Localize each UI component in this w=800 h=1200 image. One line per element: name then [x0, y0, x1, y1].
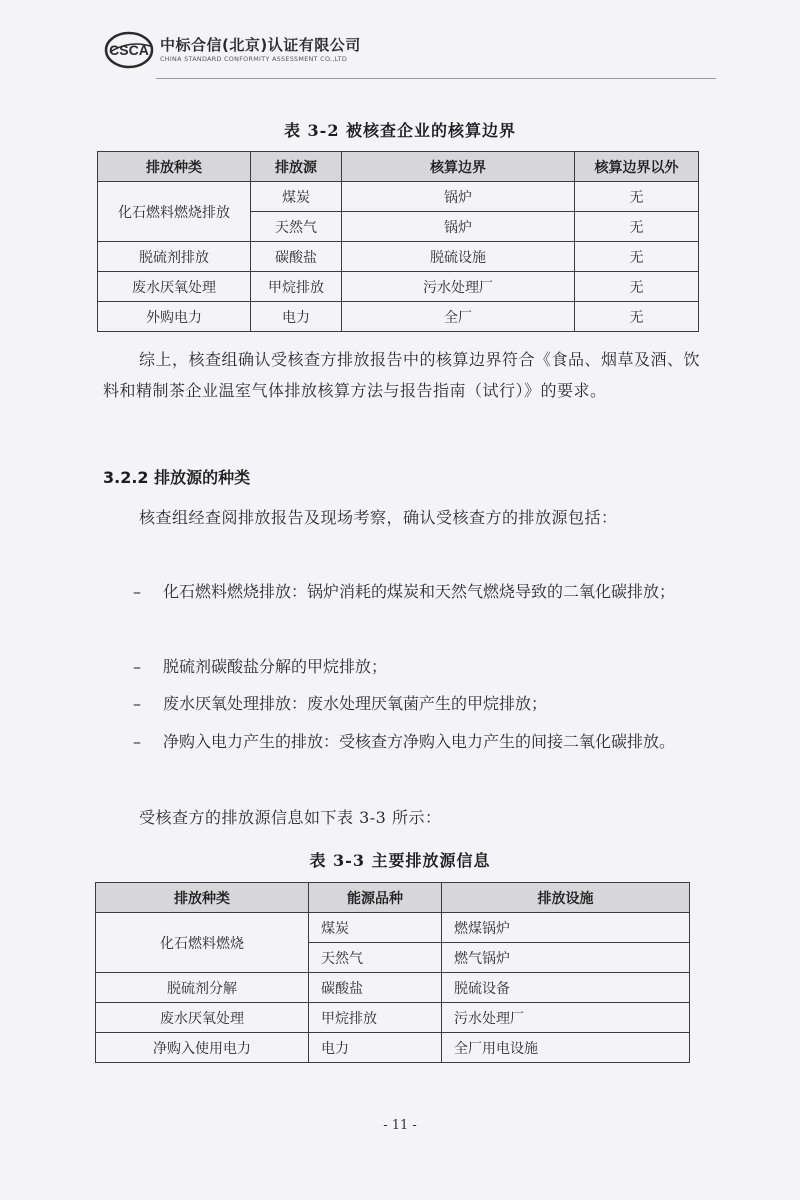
company-name-en: CHINA STANDARD CONFORMITY ASSESSMENT CO.,LTD: [160, 55, 348, 63]
table-cell: 无: [575, 272, 699, 302]
table-cell: 无: [575, 242, 699, 272]
header-divider: [156, 78, 716, 79]
table-cell: 燃气锅炉: [442, 943, 690, 973]
table-cell: 废水厌氧处理: [98, 272, 251, 302]
table-cell: 污水处理厂: [342, 272, 575, 302]
table-cell: 电力: [309, 1033, 442, 1063]
table-row: [98, 182, 699, 212]
list-item: [133, 648, 703, 686]
dash-icon: –: [133, 582, 141, 601]
csca-logo-icon: [104, 30, 154, 70]
table-cell: 脱硫设施: [342, 242, 575, 272]
section-heading: [103, 465, 250, 488]
list-item-text: 净购入电力产生的排放：受核查方净购入电力产生的间接二氧化碳排放。: [163, 732, 676, 751]
table-row: [98, 302, 699, 332]
table-cell: 锅炉: [342, 182, 575, 212]
column-header: 核算边界: [342, 152, 575, 182]
section-number: 3.2.2: [103, 468, 149, 487]
table-cell: 脱硫剂排放: [98, 242, 251, 272]
page-header: [104, 28, 744, 72]
list-item-text: 废水厌氧处理排放：废水处理厌氧菌产生的甲烷排放；: [163, 694, 548, 713]
table-cell: 脱硫设备: [442, 973, 690, 1003]
table-cell: 全厂用电设施: [442, 1033, 690, 1063]
table-cell: 脱硫剂分解: [96, 973, 309, 1003]
table-cell: 天然气: [309, 943, 442, 973]
column-header: 能源品种: [309, 883, 442, 913]
table-cell: 煤炭: [251, 182, 342, 212]
page-number: - 11 -: [383, 1118, 417, 1133]
table-cell: 无: [575, 302, 699, 332]
table-cell: 化石燃料燃烧: [96, 913, 309, 973]
column-header: 核算边界以外: [575, 152, 699, 182]
company-name-cn: 中标合信(北京)认证有限公司: [160, 36, 361, 54]
table-cell: 锅炉: [342, 212, 575, 242]
table-3-2-caption: 表 3-2 被核查企业的核算边界: [283, 121, 517, 140]
table-row: [96, 913, 690, 943]
column-header: 排放设施: [442, 883, 690, 913]
table-cell: 污水处理厂: [442, 1003, 690, 1033]
table-row: [96, 1033, 690, 1063]
table-row: [96, 1003, 690, 1033]
table-cell: 燃煤锅炉: [442, 913, 690, 943]
table-cell: 碳酸盐: [251, 242, 342, 272]
table-cell: 碳酸盐: [309, 973, 442, 1003]
column-header: 排放源: [251, 152, 342, 182]
list-item-text: 化石燃料燃烧排放：锅炉消耗的煤炭和天然气燃烧导致的二氧化碳排放；: [163, 582, 676, 601]
table-row: [96, 973, 690, 1003]
emission-source-table: [95, 882, 690, 1063]
table-cell: 甲烷排放: [251, 272, 342, 302]
table-cell: 净购入使用电力: [96, 1033, 309, 1063]
intro-paragraph: [103, 502, 703, 533]
table-cell: 化石燃料燃烧排放: [98, 182, 251, 242]
table-cell: 外购电力: [98, 302, 251, 332]
dash-icon: –: [133, 732, 141, 751]
table-cell: 无: [575, 212, 699, 242]
table-cell: 全厂: [342, 302, 575, 332]
table-cell: 煤炭: [309, 913, 442, 943]
table-header-row: [96, 883, 690, 913]
table-cell: 无: [575, 182, 699, 212]
table-row: [98, 242, 699, 272]
table-header-row: [98, 152, 699, 182]
table-cell: 电力: [251, 302, 342, 332]
column-header: 排放种类: [96, 883, 309, 913]
list-item: [133, 723, 703, 761]
logo-text: CSCA: [109, 42, 149, 58]
column-header: 排放种类: [98, 152, 251, 182]
table-lead-in: 受核查方的排放源信息如下表 3-3 所示：: [139, 808, 442, 827]
accounting-boundary-table: [97, 151, 699, 332]
summary-text: 综上，核查组确认受核查方排放报告中的核算边界符合《食品、烟草及酒、饮料和精制茶企业温室气体排放核算方法与报告指南（试行）》的要求。: [103, 350, 701, 400]
list-item: [133, 573, 703, 611]
table-3-3-caption: 表 3-3 主要排放源信息: [309, 851, 491, 870]
intro-text: 核查组经查阅排放报告及现场考察，确认受核查方的排放源包括：: [139, 508, 618, 527]
dash-icon: –: [133, 657, 141, 676]
table-cell: 天然气: [251, 212, 342, 242]
list-item: [133, 685, 703, 723]
section-title: 排放源的种类: [154, 468, 251, 487]
list-item-text: 脱硫剂碳酸盐分解的甲烷排放；: [163, 657, 388, 676]
table-cell: 甲烷排放: [309, 1003, 442, 1033]
table-cell: 废水厌氧处理: [96, 1003, 309, 1033]
summary-paragraph: [103, 344, 703, 406]
dash-icon: –: [133, 694, 141, 713]
table-row: [98, 272, 699, 302]
